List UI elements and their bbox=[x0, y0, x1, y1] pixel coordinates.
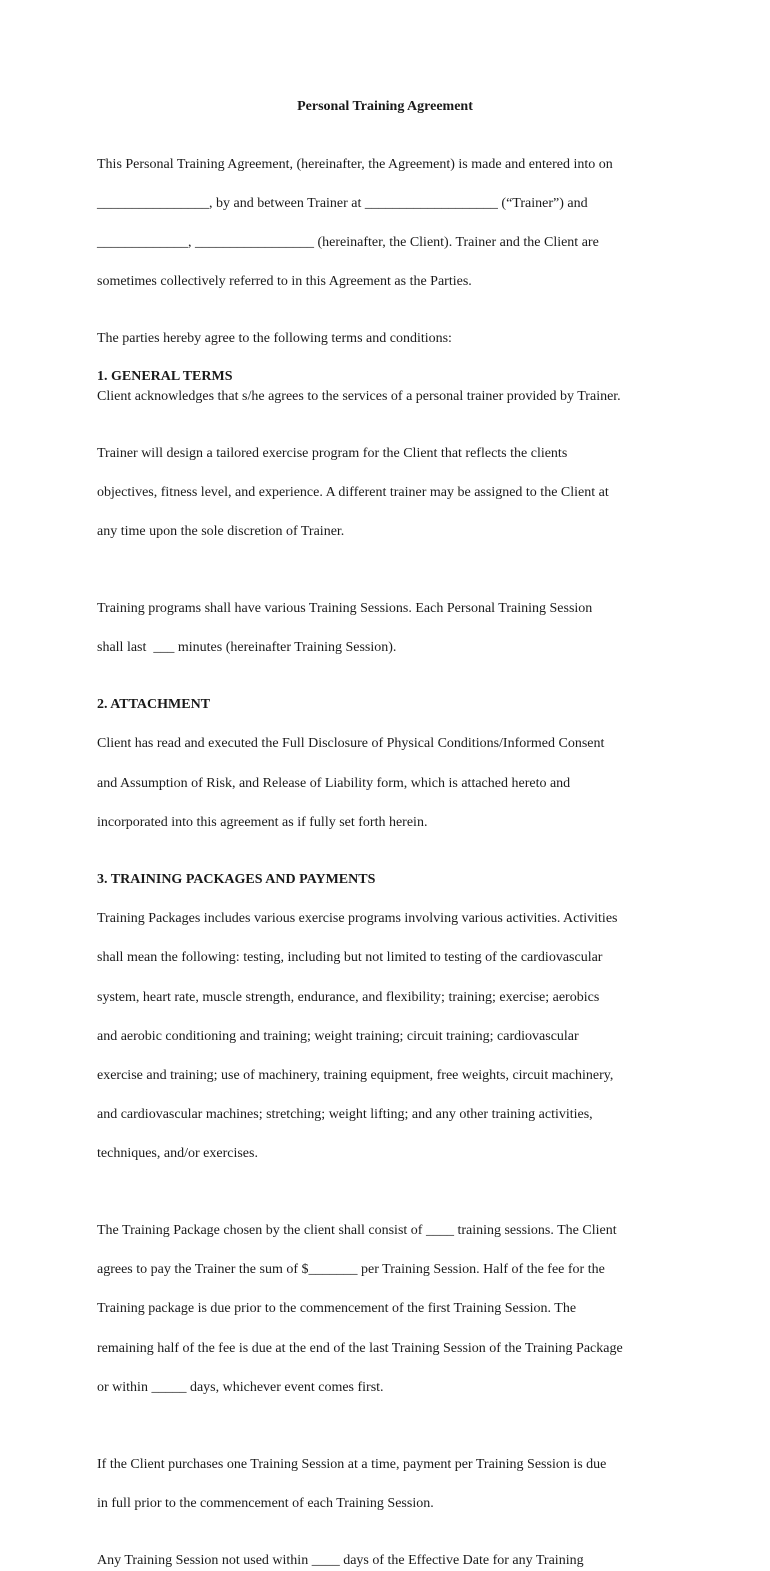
paragraph-line: system, heart rate, muscle strength, endurance, and flexibility; training; exercise; aerobics bbox=[97, 989, 600, 1005]
intro-line: This Personal Training Agreement, (hereinafter, the Agreement) is made and entered into on bbox=[97, 156, 613, 172]
attachment-paragraph bbox=[97, 715, 673, 852]
paragraph-line: any time upon the sole discretion of Trainer. bbox=[97, 524, 345, 540]
paragraph-line: Training Packages includes various exercise programs involving various activities. Activities bbox=[97, 911, 618, 927]
paragraph-line: shall last ___ minutes (hereinafter Training Session). bbox=[97, 640, 397, 656]
intro-line: _____________, _________________ (hereinafter, the Client). Trainer and the Client are bbox=[97, 234, 599, 250]
agree-paragraph: The parties hereby agree to the following terms and conditions: bbox=[97, 331, 452, 347]
general-terms-paragraph-1: Client acknowledges that s/he agrees to the services of a personal trainer provided by Trainer. bbox=[97, 388, 621, 404]
paragraph-line: techniques, and/or exercises. bbox=[97, 1146, 258, 1162]
section-heading-general-terms: 1. GENERAL TERMS bbox=[97, 368, 233, 384]
section-heading-attachment: 2. ATTACHMENT bbox=[97, 697, 211, 713]
paragraph-line: If the Client purchases one Training Session at a time, payment per Training Session is due bbox=[97, 1456, 607, 1472]
intro-line: sometimes collectively referred to in this Agreement as the Parties. bbox=[97, 274, 472, 290]
paragraph-line: incorporated into this agreement as if fully set forth herein. bbox=[97, 814, 428, 830]
packages-paragraph-1 bbox=[97, 890, 673, 1184]
paragraph-line: Training programs shall have various Training Sessions. Each Personal Training Session bbox=[97, 600, 593, 616]
intro-line: ________________, by and between Trainer at ___________________ (“Trainer”) and bbox=[97, 195, 588, 211]
paragraph-line: Training package is due prior to the commencement of the first Training Session. The bbox=[97, 1301, 577, 1317]
paragraph-line: remaining half of the fee is due at the end of the last Training Session of the Training Package bbox=[97, 1340, 623, 1356]
paragraph-line: agrees to pay the Trainer the sum of $_______ per Training Session. Half of the fee for the bbox=[97, 1262, 605, 1278]
general-terms-paragraph-3 bbox=[97, 579, 673, 677]
packages-paragraph-4: Any Training Session not used within ____ days of the Effective Date for any Training bbox=[97, 1553, 584, 1568]
document-page bbox=[97, 97, 673, 1571]
intro-paragraph bbox=[97, 135, 673, 311]
paragraph-line: shall mean the following: testing, including but not limited to testing of the cardiovascular bbox=[97, 950, 603, 966]
paragraph-line: or within _____ days, whichever event comes first. bbox=[97, 1379, 384, 1395]
packages-paragraph-2 bbox=[97, 1202, 673, 1418]
paragraph-line: and cardiovascular machines; stretching; weight lifting; and any other training activities, bbox=[97, 1107, 593, 1123]
packages-paragraph-3 bbox=[97, 1435, 673, 1533]
paragraph-line: The Training Package chosen by the client shall consist of ____ training sessions. The Client bbox=[97, 1223, 617, 1239]
document-title: Personal Training Agreement bbox=[297, 99, 473, 114]
paragraph-line: and Assumption of Risk, and Release of Liability form, which is attached hereto and bbox=[97, 775, 571, 791]
general-terms-paragraph-2 bbox=[97, 424, 673, 561]
paragraph-line: exercise and training; use of machinery, training equipment, free weights, circuit machinery, bbox=[97, 1067, 614, 1083]
section-heading-training-packages: 3. TRAINING PACKAGES AND PAYMENTS bbox=[97, 872, 376, 887]
paragraph-line: Trainer will design a tailored exercise program for the Client that reflects the clients bbox=[97, 445, 568, 461]
paragraph-line: in full prior to the commencement of each Training Session. bbox=[97, 1495, 434, 1511]
paragraph-line: objectives, fitness level, and experience. A different trainer may be assigned to the Client at bbox=[97, 484, 609, 500]
paragraph-line: Client has read and executed the Full Disclosure of Physical Conditions/Informed Consent bbox=[97, 736, 605, 752]
paragraph-line: and aerobic conditioning and training; weight training; circuit training; cardiovascular bbox=[97, 1028, 579, 1044]
